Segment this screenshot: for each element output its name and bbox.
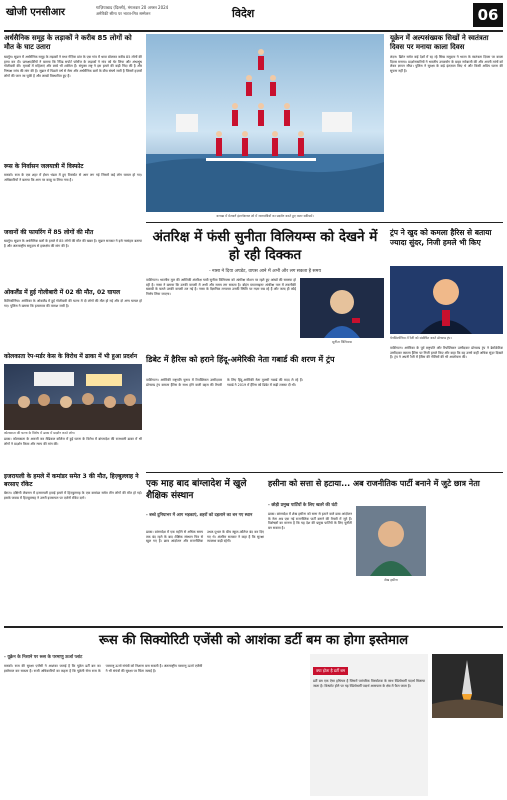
russia-subhead: - यूक्रेन के निशाने पर रूस के परमाणु ऊर्जा प्लांट [4,655,83,660]
left-body-4: कैलिफोर्निया। अमेरिका के ओकलैंड में हुई गोलीबारी की घटना में दो लोगों की मौत हो गई और दो अन्य घायल हो गए। पुलिस ने बताया कि हमलावर की तलाश जारी है। [4,299,142,308]
dirty-bomb-sidebar [310,654,428,796]
bangladesh-subhead: - बच्चे दुनियाभर में आग भड़काएं, शहरों को दहलाने का बन गए स्थान [146,512,253,517]
left-headline-6: इजरायली के हमले में कमांडर समेत 3 की मौत, हिज़्बुल्लाह ने बरसाए रॉकेट [4,473,139,489]
russia-body: मास्को। रूस की सुरक्षा एजेंसी ने आशंका जताई है कि यूक्रेन डर्टी बम का इस्तेमाल कर सकता है। रूसी अधिकारियों का कहना है कि यूक्रेनी सेना रूस के परमाणु ऊर्जा संयंत्रों को निशाना बना सकती है। अंतरराष्ट्रीय परमाणु ऊर्जा एजेंसी ने भी संयंत्रों की सुरक्षा पर चिंता जताई है। [4,664,203,673]
hasina-subhead: - छोड़ी प्रमुख पार्टियों के लिए खतरे की घंटी [268,503,338,508]
speaker-icon [390,266,503,334]
right-headline-1: यूक्रेन में अल्पसंख्यक सिखों ने स्वतंत्रता दिवस पर मनाया काला दिवस [390,34,489,51]
date-line-2: अमेरिकी सीमा पर भारत-मित्र सम्मेलन [96,11,151,16]
sunita-subhead: - नासा ने दिया अपडेट, वापस आने में अभी और लग सकता है समय [208,269,322,274]
left-body-1: खार्तूम। सूडान में अर्धसैनिक समूह के लड़ाकों ने मध्य गेज़िरा प्रांत के एक गांव में धावा बोलकर करीब 85 लोगों की हत्या कर दी। प्रत्यक्षदर्शियों ने बताया कि रैपिड सपोर्ट फोर्सेज के लड़ाकों ने गांव को घेर लिया और अंधाधुंध गोलीबारी की। मृतकों में महिलाएं और बच्चे भी शामिल हैं। संयुक्त राष्ट्र ने इस हमले की कड़ी निंदा की है और निष्पक्ष जांच की मांग की है। सूडान में पिछले वर्ष से सेना और अर्धसैनिक बलों के बीच संघर्ष जारी है जिसमें हज़ारों लोगों की जान जा चुकी है और लाखों विस्थापित हुए हैं। [4,55,142,78]
debate-headline: डिबेट में हैरिस को हराने हिंदू-अमेरिकी नेता गबार्ड की शरण में ट्रंप [146,355,335,364]
bangladesh-body: ढाका। बांग्लादेश में एक महीने से अधिक समय तक बंद रहने के बाद शैक्षिक संस्थान फिर से खुल गए हैं। छात्र आंदोलन और राजनीतिक उथल-पुथल के बीच स्कूल-कॉलेज बंद कर दिए गए थे। अंतरिम सरकार ने कहा है कि सुरक्षा व्यवस्था कड़ी रहेगी। [146,530,264,544]
section-rule-1 [146,222,503,223]
left-body-3: खार्तूम। सूडान के अर्धसैनिक बलों के हमले में 85 लोगों की मौत की खबर है। सूडान सरकार ने इसे नरसंहार बताया है और अंतरराष्ट्रीय समुदाय से हस्तक्षेप की मांग की है। [4,239,142,248]
sunita-body: वाशिंगटन। भारतीय मूल की अमेरिकी अंतरिक्ष यात्री सुनीता विलियम्स को अंतरिक्ष स्टेशन पर रहते हुए आंखों की समस्या हो रही है। नासा ने बताया कि उनकी वापसी में अभी और समय लग सकता है। बोइंग स्टारलाइनर अंतरिक्ष यान में तकनीकी खराबी के चलते उनकी वापसी टल गई है। नासा के वैज्ञानिक लगातार उनकी स्थिति पर नज़र रख रहे हैं और जल्द ही कोई निर्णय लिया जाएगा। [146,278,296,297]
hasina-photo [356,506,426,576]
trump-headline: ट्रंप ने खुद को कमला हैरिस से बताया ज्यादा सुंदर, निजी हमले भी किए [390,228,492,247]
portrait-icon [356,506,426,576]
right-column [390,34,503,235]
protest-crowd-icon [4,364,142,430]
left-body-6: बेरूत। दक्षिणी लेबनान में इजरायली हवाई हमले में हिज़्बुल्लाह के एक कमांडर समेत तीन लोगों की मौत हो गई। इसके जवाब में हिज़्बुल्लाह ने उत्तरी इजरायल पर दर्जनों रॉकेट दागे। [4,491,142,500]
sidebar-body: डर्टी बम एक ऐसा हथियार है जिसमें पारंपरिक विस्फोटक के साथ रेडियोधर्मी पदार्थ मिलाया जाता है। विस्फोट होने पर यह रेडियोधर्मी पदार्थ आसपास के क्षेत्र में फैल जाता है। [313,679,425,688]
left-body-2: मास्को। रूस के एक शहर में ईंधन भंडार में हुए विस्फोट से आग लग गई जिसमें कई लोग घायल हो गए। अधिकारियों ने बताया कि आग पर काबू पा लिया गया है। [4,173,142,182]
water-ski-photo [146,34,384,212]
left-headline-3: जवानों की फायरिंग में 85 लोगों की मौत [4,229,94,236]
debate-body: वाशिंगटन। अमेरिकी राष्ट्रपति चुनाव में रिपब्लिकन उम्मीदवार डोनाल्ड ट्रंप कमला हैरिस के साथ होने वाली बहस की तैयारी के लिए हिंदू-अमेरिकी नेता तुलसी गबार्ड की मदद ले रहे हैं। गबार्ड ने 2019 में हैरिस को डिबेट में कड़ी टक्कर दी थी। [146,378,303,387]
sidebar-title: क्या होता है डर्टी बम [313,667,348,675]
trump-body: वाशिंगटन। अमेरिका के पूर्व राष्ट्रपति और रिपब्लिकन उम्मीदवार डोनाल्ड ट्रंप ने डेमोक्रेटिक उम्मीदवार कमला हैरिस पर निजी हमले किए और कहा कि वह उनसे कहीं अधिक सुंदर दिखते हैं। ट्रंप ने अपनी रैली में हैरिस की नीतियों की भी आलोचना की। [390,346,503,360]
hasina-headline: हसीना को सत्ता से हटाया... अब राजनीतिक पार्टी बनाने में जुटे छात्र नेता [268,479,480,488]
left-headline-5: कोलकाता रेप-मर्डर केस के विरोध में ढाका में भी हुआ प्रदर्शन [4,353,138,360]
sunita-headline: अंतरिक्ष में फंसी सुनीता विलियम्स को देखने में हो रही दिक्कत [152,229,378,263]
missile-launch-icon [432,654,503,718]
left-body-5: ढाका। कोलकाता के आरजी कर मेडिकल कॉलेज में हुई घटना के विरोध में बांग्लादेश की राजधानी ढाका में भी लोगों ने प्रदर्शन किया और न्याय की मांग की। [4,437,142,446]
sunita-photo [300,278,384,338]
astronaut-icon [300,278,384,338]
water-ski-caption: कनाडा में मेलबर्न इंटरनेशनल शो में जलयात्रियों का प्रदर्शन करते हुए वाटर स्कीयर्स। [216,214,314,218]
hasina-body: ढाका। बांग्लादेश में शेख हसीना को सत्ता से हटाने वाले छात्र आंदोलन के नेता अब एक नई राजनीतिक पार्टी बनाने की तैयारी में जुटे हैं। विशेषज्ञों का मानना है कि यह देश की प्रमुख पार्टियों के लिए चुनौती बन सकता है। [268,512,352,531]
trump-photo [390,266,503,334]
sunita-photo-caption: सुनीता विलियम्स [332,340,352,344]
section-rule-3 [4,626,503,628]
newspaper-brand: खोजी एनसीआर [6,7,66,18]
left-headline-1: अर्धसैनिक समूह के लड़ाकों ने करीब 85 लोगों को मौत के घाट उतारा [4,34,132,51]
left-headline-2: रूस के निर्वासन जलयात्री में विस्फोट [4,163,84,170]
hasina-body-cont [430,506,503,620]
section-rule-2 [146,472,503,473]
bangladesh-headline: एक माह बाद बांग्लादेश में खुले शैक्षिक संस्थान [146,479,247,501]
dateline [96,5,168,17]
missile-photo [432,654,503,718]
masthead-rule [4,30,503,32]
trump-photo-caption: पेनसिल्वेनिया में रैली को संबोधित करते डोनाल्ड ट्रंप। [390,336,452,340]
right-body-1: लंदन। ब्रिटेन समेत कई देशों में रह रहे सिख समुदाय ने भारत के स्वतंत्रता दिवस पर काला दिवस मनाया। प्रदर्शनकारियों ने भारतीय उच्चायोग के बाहर नारेबाजी की और अपनी मांगों को लेकर ज्ञापन सौंपा। पुलिस ने सुरक्षा के कड़े इंतज़ाम किए थे और किसी अप्रिय घटना की सूचना नहीं है। [390,55,503,74]
russia-headline: रूस की सिक्योरिटी एजेंसी को आशंका डर्टी बम का होगा इस्तेमाल [98,633,409,648]
protest-photo [4,364,142,430]
protest-caption: कोलकाता की घटना के विरोध में ढाका में प्रदर्शन करते लोग। [4,431,76,435]
left-headline-4: ओकलैंड में हुई गोलीबारी में 02 की मौत, 02 घायल [4,289,121,296]
left-column [4,34,142,537]
section-title: विदेश [232,7,255,20]
date-line-1: गाज़ियाबाद (दिल्ली), मंगलवार 20 अगस्त 2024 [96,5,169,10]
page-number: 06 [473,3,503,27]
hasina-photo-caption: शेख हसीना [384,578,398,582]
masthead [0,0,507,30]
water-skiers-pyramid-icon [146,34,384,212]
